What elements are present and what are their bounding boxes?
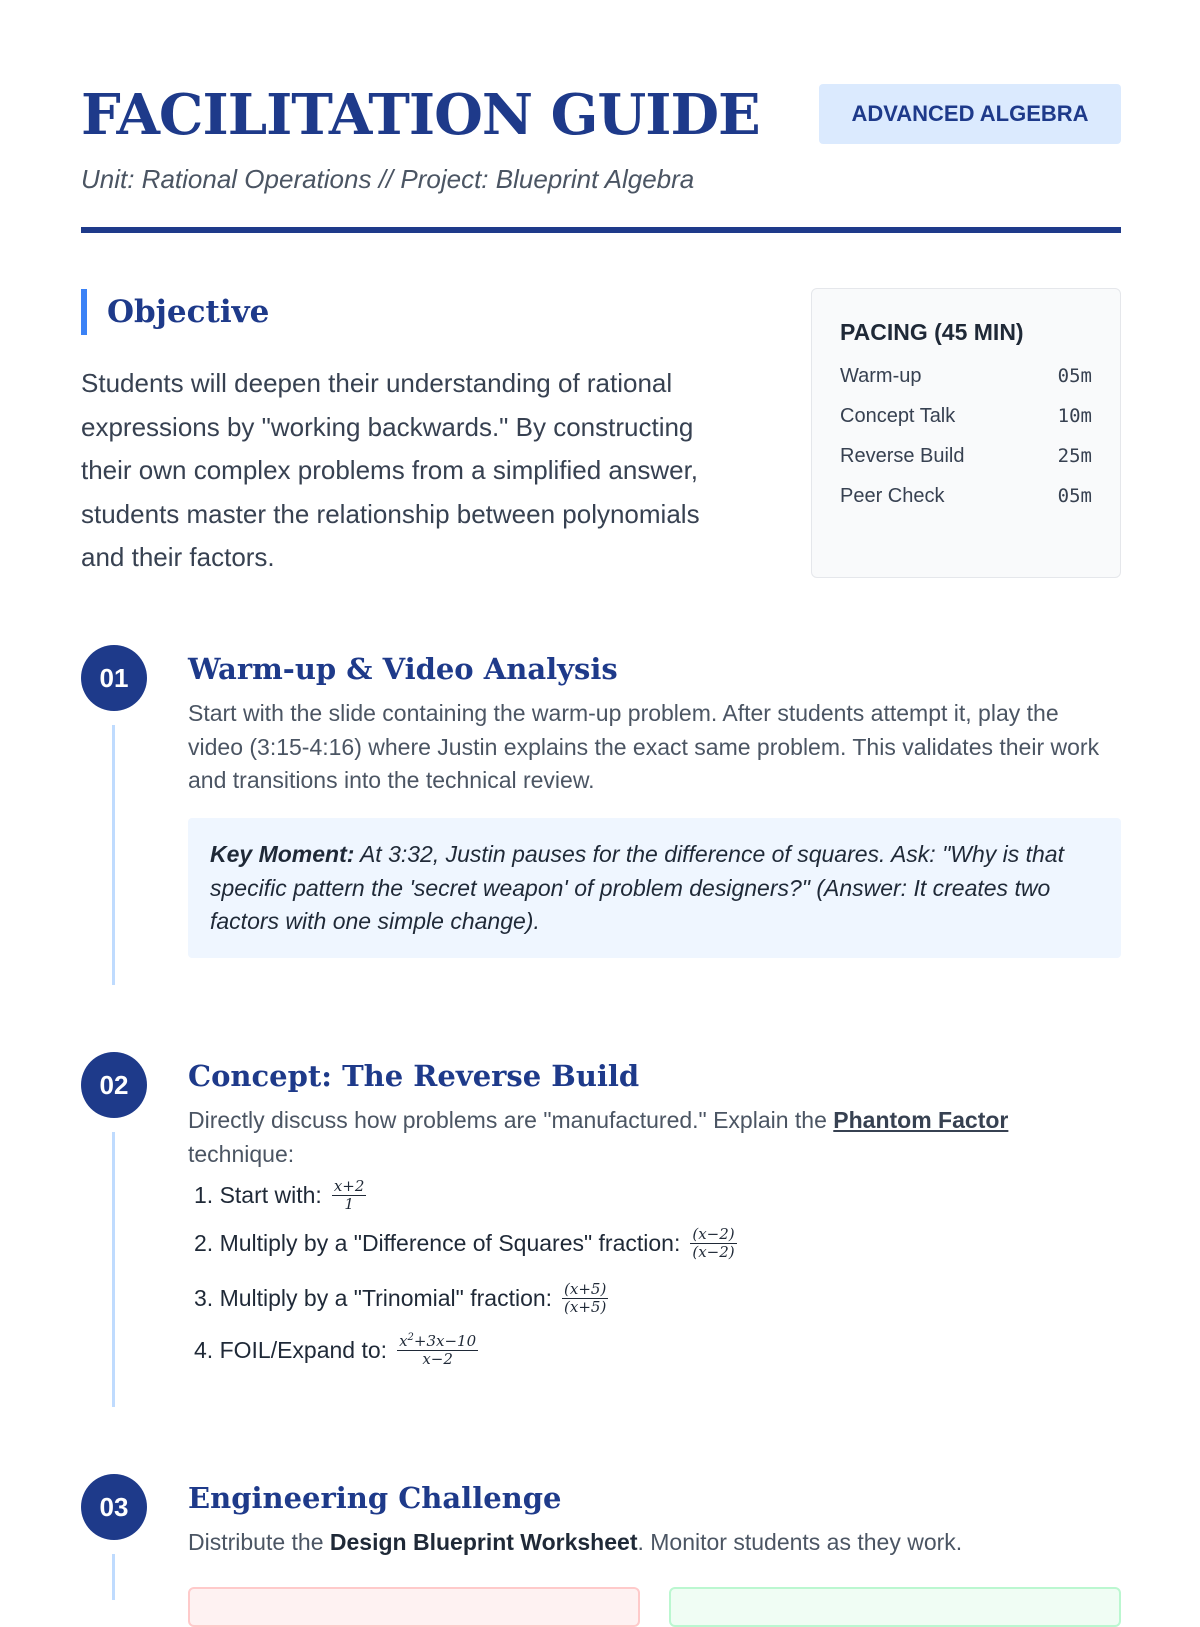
fraction-denominator: (x+5) <box>564 1298 607 1316</box>
callout-label: Key Moment: <box>210 841 355 867</box>
pacing-label: Warm-up <box>840 364 922 387</box>
fraction-numerator: x+2 <box>333 1177 365 1195</box>
objective-text: Students will deepen their understanding of rational expressions by "working backwards." By constructing their own complex problems from a simplified answer, students master the relationship between polynomials and their factors. <box>81 368 700 572</box>
pacing-row <box>840 356 1092 396</box>
pacing-time: 10m <box>1057 405 1092 427</box>
list-item <box>194 1333 478 1368</box>
step-title: Concept: The Reverse Build <box>188 1059 640 1093</box>
fraction-denominator: 1 <box>344 1195 354 1213</box>
fraction-numerator <box>397 1333 478 1351</box>
page-subtitle: Unit: Rational Operations // Project: Blueprint Algebra <box>81 164 695 194</box>
description-text: Directly discuss how problems are "manufactured." Explain the <box>188 1107 834 1133</box>
step-connector-line <box>112 725 115 985</box>
step-number-badge: 01 <box>81 645 147 711</box>
fraction-numerator: (x+5) <box>564 1280 607 1298</box>
pacing-label: Peer Check <box>840 484 945 507</box>
pacing-label: Reverse Build <box>840 444 965 467</box>
subject-badge: ADVANCED ALGEBRA <box>819 84 1121 144</box>
step-description <box>188 1526 1118 1560</box>
page-title: FACILITATION GUIDE <box>81 82 760 148</box>
fraction-numerator: (x−2) <box>692 1225 735 1243</box>
list-item-text: 2. Multiply by a "Difference of Squares" fraction: <box>194 1230 681 1256</box>
pacing-time: 05m <box>1057 485 1092 507</box>
step-title: Engineering Challenge <box>188 1481 562 1515</box>
list-item <box>194 1281 608 1316</box>
list-item <box>194 1226 737 1261</box>
key-moment-callout <box>188 818 1121 958</box>
fraction <box>690 1226 736 1261</box>
challenge-card-left <box>188 1587 640 1627</box>
step-connector-line <box>112 1132 115 1407</box>
callout-text: At 3:32, Justin pauses for the difference of squares. Ask: "Why is that specific pattern the 'secret weapon' of problem designers?" (Answer: It creates two factors with one simple change). <box>210 841 1064 934</box>
list-item <box>194 1178 366 1213</box>
pacing-row <box>840 476 1092 516</box>
description-text: . Monitor students as they work. <box>637 1529 963 1555</box>
step-description <box>188 1104 1118 1171</box>
numerator-base: x <box>399 1332 408 1350</box>
phantom-factor-link[interactable]: Phantom Factor <box>833 1107 1009 1133</box>
pacing-time: 25m <box>1057 445 1092 467</box>
list-item-text: 1. Start with: <box>194 1182 322 1208</box>
pacing-title: PACING (45 MIN) <box>840 319 1024 345</box>
description-text: technique: <box>188 1140 295 1167</box>
pacing-row <box>840 396 1092 436</box>
objective-heading: Objective <box>107 294 270 330</box>
pacing-label: Concept Talk <box>840 404 956 427</box>
numerator-exponent: 2 <box>407 1332 414 1343</box>
numerator-rest: +3x−10 <box>413 1332 477 1350</box>
pacing-row <box>840 436 1092 476</box>
worksheet-name: Design Blueprint Worksheet <box>329 1529 638 1555</box>
description-text: Distribute the <box>188 1529 330 1555</box>
challenge-card-right <box>669 1587 1121 1627</box>
fraction-denominator: (x−2) <box>692 1243 735 1261</box>
step-number-badge: 03 <box>81 1474 147 1540</box>
pacing-time: 05m <box>1057 365 1092 387</box>
header-divider <box>81 227 1121 233</box>
fraction <box>397 1333 478 1368</box>
step-title: Warm-up & Video Analysis <box>188 652 618 686</box>
step-number-badge: 02 <box>81 1052 147 1118</box>
list-item-text: 3. Multiply by a "Trinomial" fraction: <box>194 1285 553 1311</box>
pacing-card <box>811 288 1121 578</box>
list-item-text: 4. FOIL/Expand to: <box>194 1337 388 1363</box>
fraction <box>332 1178 367 1213</box>
fraction <box>562 1281 608 1316</box>
objective-accent-bar <box>81 289 87 335</box>
step-connector-line <box>112 1554 115 1600</box>
fraction-denominator: x−2 <box>422 1350 453 1368</box>
step-description: Start with the slide containing the warm-up problem. After students attempt it, play the video (3:15-4:16) where Justin explains the exact same problem. This validates their work and transitions into the technical review. <box>188 700 1100 793</box>
